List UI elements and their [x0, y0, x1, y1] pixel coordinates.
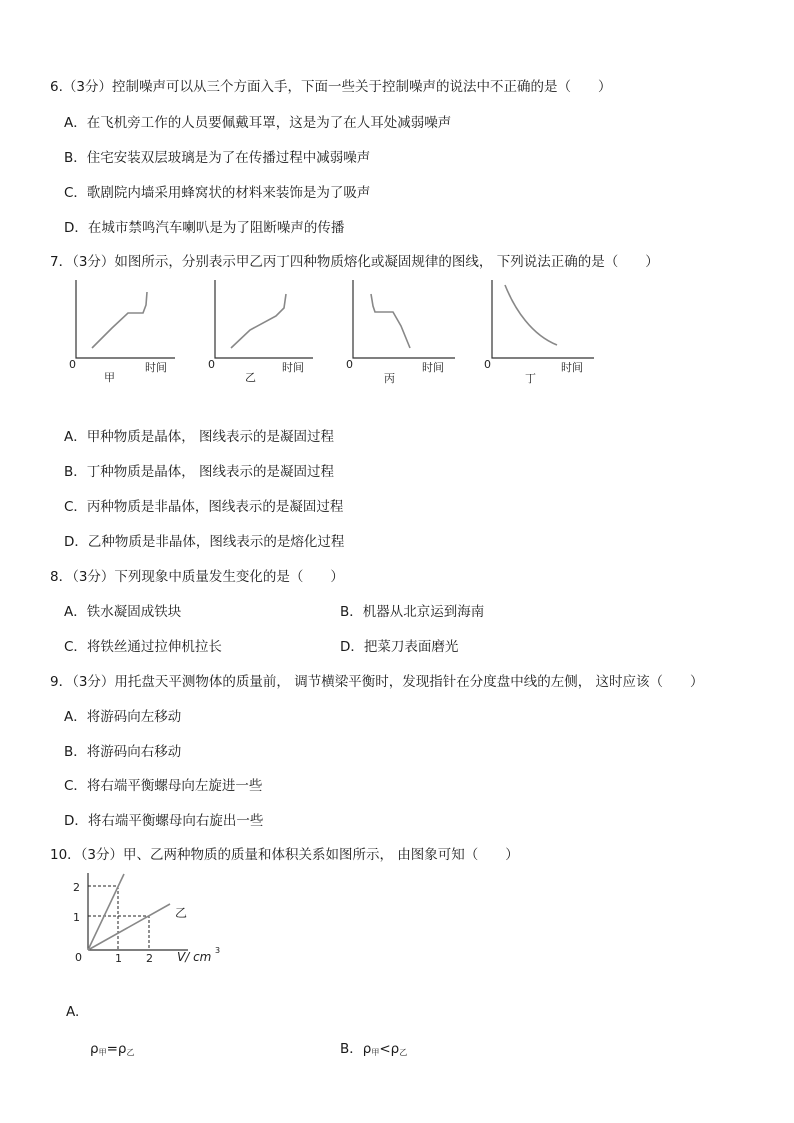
graph-name: 丁 [525, 372, 536, 385]
axes [353, 280, 455, 358]
q7-stem: 7．（3分）如图所示，分别表示甲乙丙丁四种物质熔化或凝固规律的图线， 下列说法正确的是（ ） [50, 254, 659, 270]
origin-label: 0 [484, 358, 491, 371]
curve [92, 292, 147, 348]
q10-stem: 10．（3分）甲、乙两种物质的质量和体积关系如图所示， 由图象可知（ ） [50, 847, 519, 863]
q6-option-d: D．在城市禁鸣汽车喇叭是为了阻断噪声的传播 [64, 220, 345, 236]
y-tick-2: 2 [73, 881, 80, 894]
q9-option-d: D．将右端平衡螺母向右旋出一些 [64, 813, 264, 829]
x-axis-label: 时间 [282, 361, 304, 374]
q7-option-c: C．丙种物质是非晶体，图线表示的是凝固过程 [64, 499, 344, 515]
curve [231, 294, 286, 348]
q8-stem: 8．（3分）下列现象中质量发生变化的是（ ） [50, 569, 344, 585]
origin-label: 0 [208, 358, 215, 371]
q9-stem: 9．（3分）用托盘天平测物体的质量前， 调节横梁平衡时，发现指针在分度盘中线的左侧， 这时应该（ ） [50, 674, 704, 690]
q8-option-a: A．铁水凝固成铁块 [64, 604, 182, 620]
q10-option-b-text: B．$\rho_甲<\rho_乙$ [340, 1041, 408, 1057]
q8-option-b: B．机器从北京运到海南 [340, 604, 485, 620]
x-tick-1: 1 [115, 952, 122, 965]
q8-option-d: D．把菜刀表面磨光 [340, 639, 459, 655]
jia-line [88, 874, 124, 950]
q7-option-a: A．甲种物质是晶体， 图线表示的是凝固过程 [64, 429, 335, 445]
q9-option-a: A．将游码向左移动 [64, 709, 182, 725]
q6-option-c: C．歌剧院内墙采用蜂窝状的材料来装饰是为了吸声 [64, 185, 371, 201]
q8-option-c: C．将铁丝通过拉伸机拉长 [64, 639, 222, 655]
x-axis-label: 时间 [422, 361, 444, 374]
q10-option-a-text: $\rho_甲=\rho_乙$ [90, 1041, 135, 1057]
origin-label: 0 [346, 358, 353, 371]
q6-option-b: B．住宅安装双层玻璃是为了在传播过程中减弱噪声 [64, 150, 371, 166]
q9-option-c: C．将右端平衡螺母向左旋进一些 [64, 778, 263, 794]
origin-label: 0 [75, 951, 82, 964]
x-tick-2: 2 [146, 952, 153, 965]
q9-option-b: B．将游码向右移动 [64, 744, 182, 760]
axes [215, 280, 313, 358]
origin-label: 0 [69, 358, 76, 371]
x-axis-label-superscript: 3 [215, 946, 221, 955]
x-axis-label: 时间 [561, 361, 583, 374]
q7-graph-ding [477, 280, 607, 385]
axes [76, 280, 175, 358]
q6-option-a: A．在飞机旁工作的人员要佩戴耳罩，这是为了在人耳处减弱噪声 [64, 115, 452, 131]
q6-stem: 6.（3分）控制噪声可以从三个方面入手，下面一些关于控制噪声的说法中不正确的是（ ） [50, 79, 612, 95]
x-axis-label: 时间 [145, 361, 167, 374]
y-tick-1: 1 [73, 911, 80, 924]
axes [88, 873, 188, 950]
q10-option-a-label: A. [66, 1004, 80, 1020]
yi-line-label: 乙 [175, 906, 188, 920]
q7-option-b: B．丁种物质是晶体， 图线表示的是凝固过程 [64, 464, 335, 480]
curve [371, 294, 410, 348]
q7-option-d: D．乙种物质是非晶体，图线表示的是熔化过程 [64, 534, 345, 550]
q7-graph-yi [200, 280, 330, 385]
graph-name: 甲 [104, 371, 115, 384]
curve [505, 285, 557, 345]
x-axis-label: V/ cm [177, 950, 212, 964]
q7-graph-bing [337, 280, 467, 385]
graph-name: 丙 [384, 372, 395, 385]
graph-name: 乙 [245, 371, 256, 384]
q7-graph-jia [60, 280, 190, 385]
yi-line [88, 904, 170, 950]
q10-mass-volume-graph [70, 868, 240, 973]
